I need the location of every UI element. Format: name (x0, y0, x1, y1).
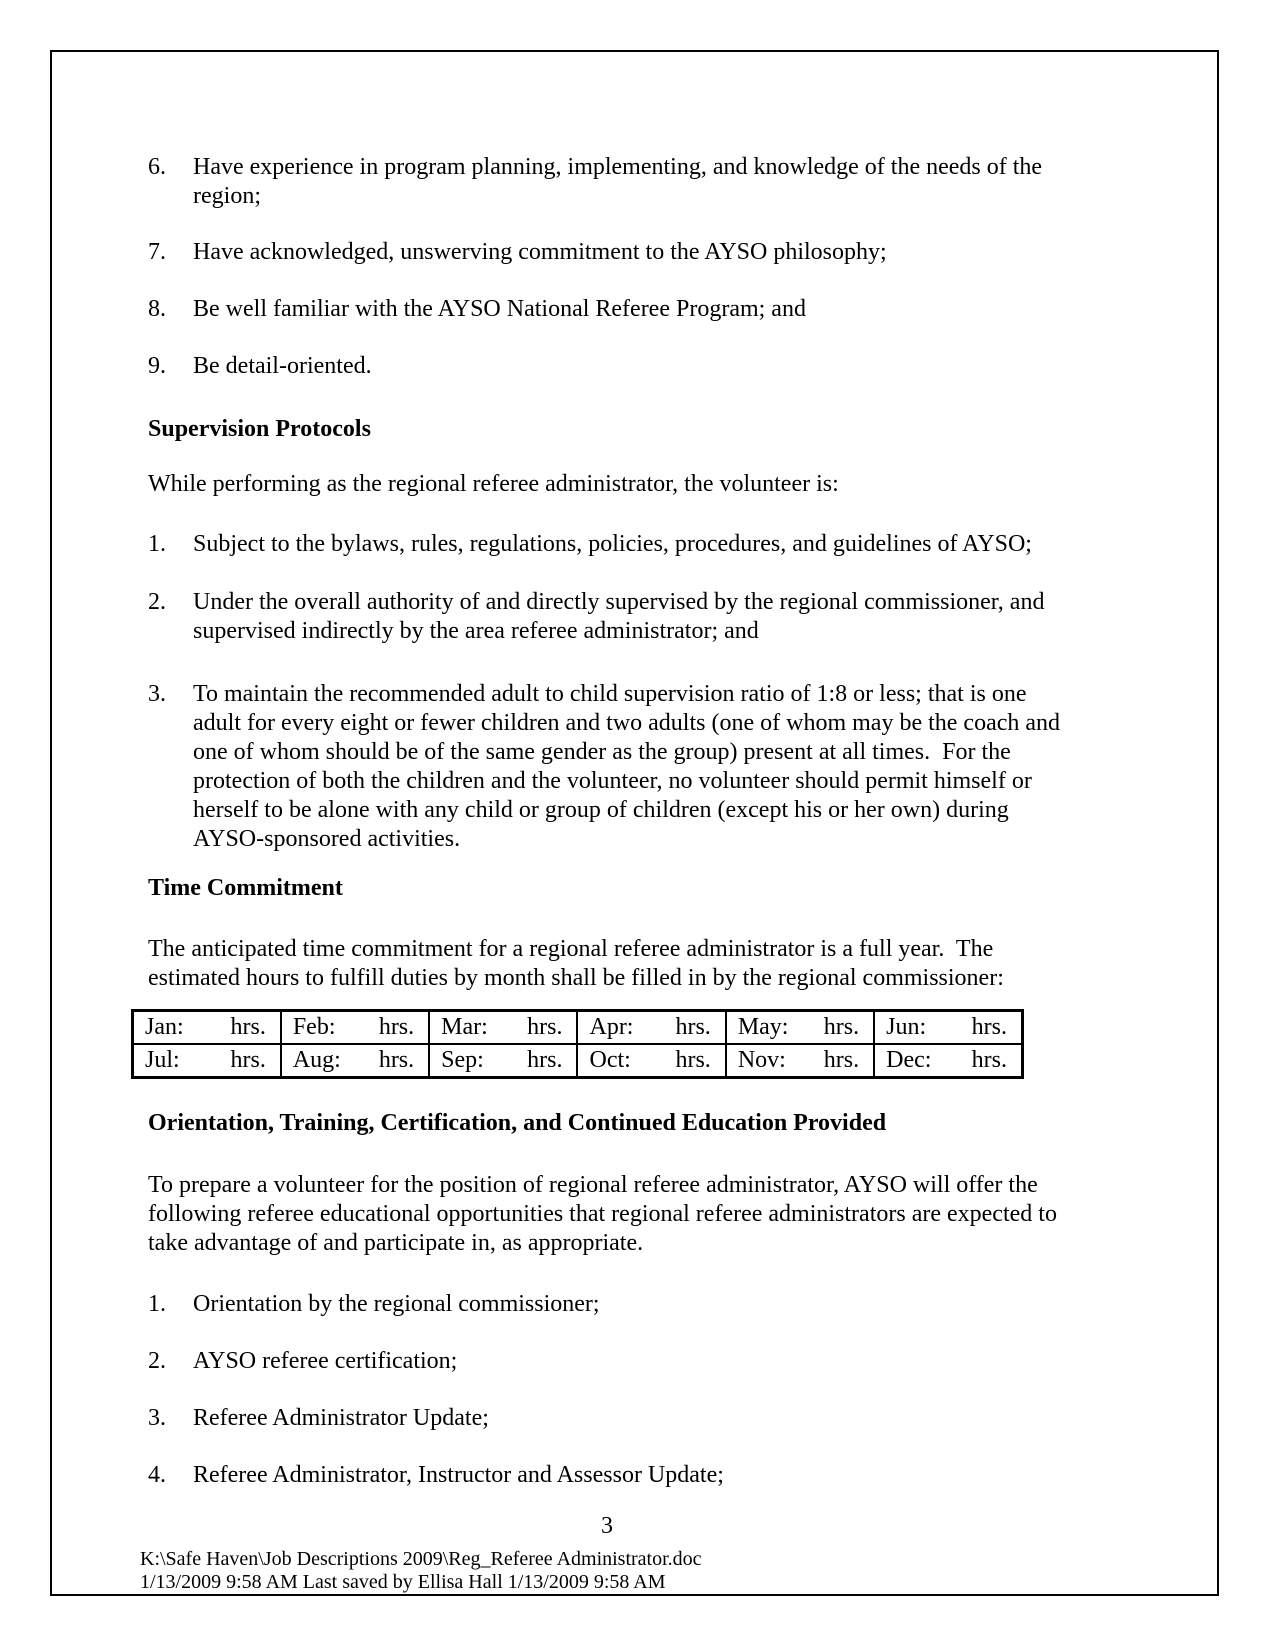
list-item-text: Referee Administrator Update; (193, 1405, 489, 1431)
list-item-number: 1. (148, 1291, 166, 1317)
hours-label: hrs. (823, 1047, 860, 1073)
hours-label: hrs. (971, 1014, 1007, 1040)
month-label: Feb: (292, 1014, 336, 1040)
table-row (133, 1044, 1023, 1078)
list-item-text: Referee Administrator, Instructor and Assessor Update; (193, 1462, 724, 1488)
table-cell-jan (133, 1011, 281, 1045)
list-item (148, 352, 1066, 381)
list-item-number: 8. (148, 296, 166, 322)
list-item-text: To maintain the recommended adult to child supervision ratio of 1:8 or less; that is one adult for every eight or fewer children and two adults (one of whom may be the coach and one of whom should be of the same gender as the group) present at all times. For the protection of both the children and the volunteer, no volunteer should permit himself or herself to be alone with any child or group of children (except his or her own) during AYSO-sponsored activities. (193, 681, 1067, 852)
list-item-text: AYSO referee certification; (193, 1348, 458, 1374)
list-item-number: 3. (148, 1405, 166, 1431)
hours-label: hrs. (378, 1047, 415, 1073)
list-item-text: Have acknowledged, unswerving commitment to the AYSO philosophy; (193, 239, 887, 265)
document-footer (140, 1548, 1100, 1594)
table-cell-oct (577, 1044, 725, 1078)
month-label: Mar: (441, 1014, 488, 1040)
list-item (148, 1461, 1066, 1490)
list-item (148, 588, 1066, 646)
list-item-number: 6. (148, 154, 166, 180)
orientation-intro-paragraph: To prepare a volunteer for the position of regional referee administrator, AYSO will offer the following referee educational opportunities that regional referee administrators are expected to take advantage of and participate in, as appropriate. (148, 1172, 1063, 1256)
footer-file-path: K:\Safe Haven\Job Descriptions 2009\Reg_Referee Administrator.doc (140, 1548, 702, 1570)
list-item (148, 1290, 1066, 1319)
list-item-text: Have experience in program planning, implementing, and knowledge of the needs of the region; (193, 154, 1049, 209)
hours-label: hrs. (230, 1047, 266, 1073)
table-cell-jul (133, 1044, 281, 1078)
list-item (148, 680, 1066, 854)
list-item-number: 4. (148, 1462, 166, 1488)
list-item-number: 7. (148, 239, 166, 265)
section-heading-orientation-training: Orientation, Training, Certification, and Continued Education Provided (148, 1110, 887, 1136)
month-label: Sep: (441, 1047, 484, 1073)
table-cell-jun (874, 1011, 1022, 1045)
section-heading-supervision-protocols: Supervision Protocols (148, 416, 371, 442)
footer-timestamp: 1/13/2009 9:58 AM Last saved by Ellisa Hall 1/13/2009 9:58 AM (140, 1571, 666, 1593)
table-cell-mar (429, 1011, 577, 1045)
hours-label: hrs. (378, 1014, 415, 1040)
table-row (133, 1011, 1023, 1045)
list-item (148, 153, 1066, 211)
list-item (148, 295, 1066, 324)
month-label: May: (737, 1014, 789, 1040)
list-item-text: Under the overall authority of and directly supervised by the regional commissioner, and supervised indirectly by the area referee administrator; and (193, 589, 1051, 644)
list-item-number: 2. (148, 1348, 166, 1374)
page-number: 3 (601, 1513, 613, 1539)
hours-label: hrs. (675, 1014, 711, 1040)
table-cell-feb (281, 1011, 429, 1045)
list-item (148, 238, 1066, 267)
list-item (148, 1404, 1066, 1433)
table-cell-aug (281, 1044, 429, 1078)
list-item-text: Be well familiar with the AYSO National Referee Program; and (193, 296, 806, 322)
table-cell-may (726, 1011, 874, 1045)
list-item-number: 1. (148, 531, 166, 557)
month-label: Jan: (145, 1014, 184, 1040)
list-item-number: 3. (148, 681, 166, 707)
list-item (148, 1347, 1066, 1376)
supervision-intro-paragraph: While performing as the regional referee administrator, the volunteer is: (148, 471, 839, 497)
list-item-number: 9. (148, 353, 166, 379)
table-cell-apr (577, 1011, 725, 1045)
page-content (145, 153, 1067, 1490)
list-item (148, 530, 1066, 559)
monthly-hours-table (131, 1009, 1024, 1079)
month-label: Jul: (145, 1047, 180, 1073)
table-cell-nov (726, 1044, 874, 1078)
hours-label: hrs. (527, 1014, 563, 1040)
hours-label: hrs. (823, 1014, 860, 1040)
table-cell-sep (429, 1044, 577, 1078)
hours-label: hrs. (230, 1014, 266, 1040)
month-label: Jun: (886, 1014, 927, 1040)
list-item-text: Be detail-oriented. (193, 353, 372, 379)
month-label: Oct: (589, 1047, 631, 1073)
hours-label: hrs. (971, 1047, 1007, 1073)
hours-label: hrs. (527, 1047, 563, 1073)
time-commitment-intro-paragraph: The anticipated time commitment for a regional referee administrator is a full year. The estimated hours to fulfill duties by month shall be filled in by the regional commissioner: (148, 936, 1004, 991)
month-label: Nov: (737, 1047, 786, 1073)
section-heading-time-commitment: Time Commitment (148, 875, 343, 901)
list-item-number: 2. (148, 589, 166, 615)
month-label: Aug: (292, 1047, 341, 1073)
month-label: Apr: (589, 1014, 634, 1040)
list-item-text: Subject to the bylaws, rules, regulations, policies, procedures, and guidelines of AYSO; (193, 531, 1032, 557)
hours-label: hrs. (675, 1047, 711, 1073)
table-cell-dec (874, 1044, 1022, 1078)
month-label: Dec: (886, 1047, 932, 1073)
list-item-text: Orientation by the regional commissioner; (193, 1291, 600, 1317)
